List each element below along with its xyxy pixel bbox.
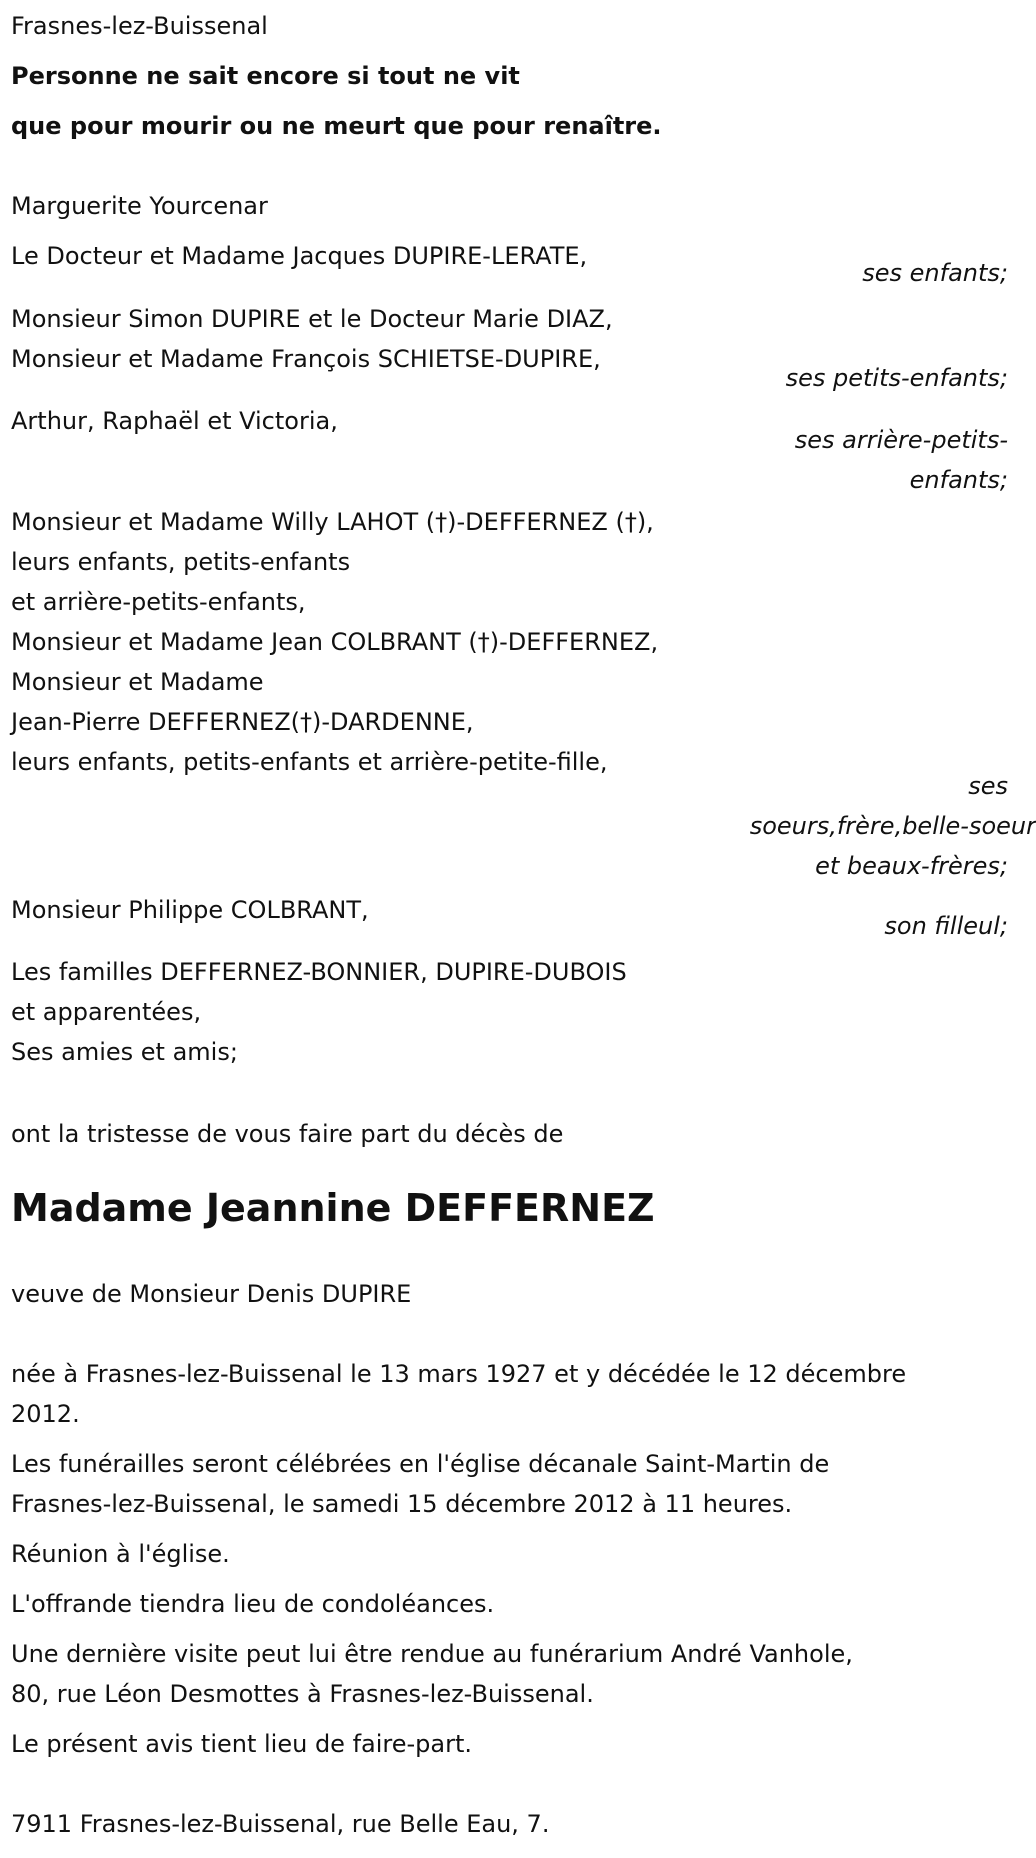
families-line-1: Les familles DEFFERNEZ-BONNIER, DUPIRE-DUBOIS [11,958,627,986]
siblings-line-5: Monsieur et Madame [11,668,264,696]
siblings-line-6: Jean-Pierre DEFFERNEZ(†)-DARDENNE, [11,708,474,736]
quote-author: Marguerite Yourcenar [11,192,268,220]
great-grandchildren-role-line-1: ses arrière-petits- [794,426,1008,454]
intro-line: ont la tristesse de vous faire part du décès de [11,1120,564,1148]
address-line: 7911 Frasnes-lez-Buissenal, rue Belle Eau, 7. [11,1810,550,1838]
great-grandchildren-line: Arthur, Raphaël et Victoria, [11,407,338,435]
siblings-line-2: leurs enfants, petits-enfants [11,548,351,576]
funeral-line-2: Frasnes-lez-Buissenal, le samedi 15 décembre 2012 à 11 heures. [11,1490,793,1518]
siblings-line-3: et arrière-petits-enfants, [11,588,306,616]
children-line: Le Docteur et Madame Jacques DUPIRE-LERATE, [11,242,588,270]
siblings-role-line-2: soeurs,frère,belle-soeur [749,812,1036,840]
visit-line-2: 80, rue Léon Desmottes à Frasnes-lez-Buissenal. [11,1680,594,1708]
siblings-role [736,766,1036,886]
grandchildren-line-2: Monsieur et Madame François SCHIETSE-DUPIRE, [11,345,601,373]
quote-line-1: Personne ne sait encore si tout ne vit [11,62,520,90]
great-grandchildren-role [678,420,1008,500]
godson-line: Monsieur Philippe COLBRANT, [11,896,369,924]
siblings-line-4: Monsieur et Madame Jean COLBRANT (†)-DEFFERNEZ, [11,628,659,656]
place-header: Frasnes-lez-Buissenal [11,12,268,40]
meeting-line: Réunion à l'église. [11,1540,230,1568]
grandchildren-line-1: Monsieur Simon DUPIRE et le Docteur Marie DIAZ, [11,305,613,333]
quote-line-2: que pour mourir ou ne meurt que pour renaître. [11,112,662,140]
funeral-line-1: Les funérailles seront célébrées en l'église décanale Saint-Martin de [11,1450,830,1478]
born-line-1: née à Frasnes-lez-Buissenal le 13 mars 1927 et y décédée le 12 décembre [11,1360,907,1388]
children-role: ses enfants; [862,259,1008,287]
great-grandchildren-role-line-2: enfants; [909,466,1008,494]
deceased-name: Madame Jeannine DEFFERNEZ [11,1186,655,1230]
born-line-2: 2012. [11,1400,80,1428]
godson-role: son filleul; [884,912,1008,940]
notice-line: Le présent avis tient lieu de faire-part. [11,1730,473,1758]
offering-line: L'offrande tiendra lieu de condoléances. [11,1590,495,1618]
visit-line-1: Une dernière visite peut lui être rendue au funérarium André Vanhole, [11,1640,853,1668]
widow-of-line: veuve de Monsieur Denis DUPIRE [11,1280,412,1308]
siblings-role-line-1: ses [968,772,1008,800]
siblings-line-7: leurs enfants, petits-enfants et arrière-petite-fille, [11,748,608,776]
siblings-role-line-3: et beaux-frères; [815,852,1008,880]
siblings-line-1: Monsieur et Madame Willy LAHOT (†)-DEFFERNEZ (†), [11,508,654,536]
families-line-3: Ses amies et amis; [11,1038,238,1066]
grandchildren-role: ses petits-enfants; [785,364,1008,392]
families-line-2: et apparentées, [11,998,202,1026]
